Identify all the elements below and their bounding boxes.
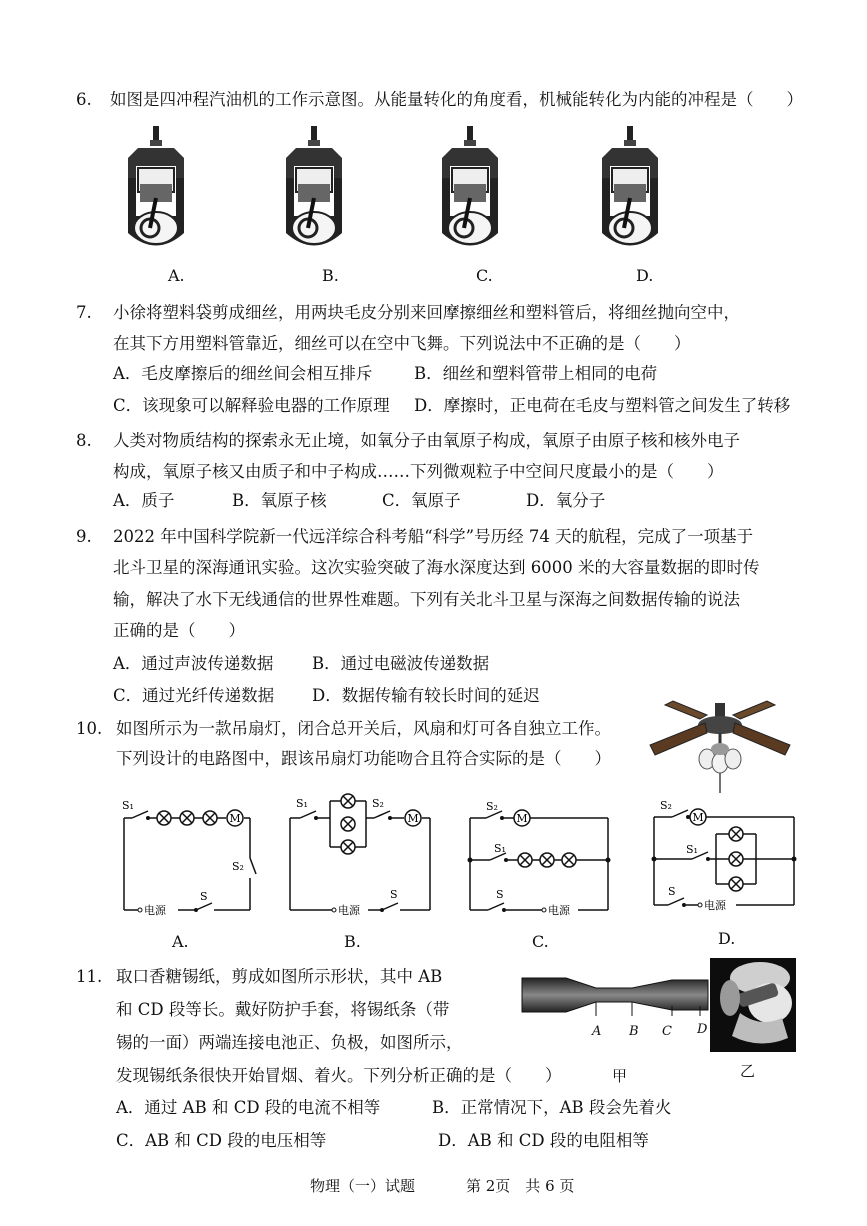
q11-stem-4: 发现锡纸条很快开始冒烟、着火。下列分析正确的是（ ） [116,1066,562,1085]
motor-label: M [229,812,241,825]
point-a-label: A [592,1024,602,1039]
q9-stem-2: 北斗卫星的深海通讯实验。这次实验突破了海水深度达到 6000 米的大容量数据的即时传 [113,558,760,577]
point-c-label: C [662,1024,672,1039]
q8-option-d: D．氧分子 [526,491,606,510]
switch-s-label: S [496,888,504,901]
q8-option-c: C．氧原子 [382,491,461,510]
q9-stem-3: 输，解决了水下无线通信的世界性难题。下列有关北斗卫星与深海之间数据传输的说法 [113,590,740,609]
figure-yi-caption: 乙 [740,1062,756,1080]
q7-option-b: B．细丝和塑料管带上相同的电荷 [414,364,658,383]
switch-s-label: S [200,890,208,903]
power-source-label: 电源 [704,899,726,912]
q10-stem-1: 如图所示为一款吊扇灯，闭合总开关后，风扇和灯可各自独立工作。 [116,719,611,738]
q8-option-a: A．质子 [113,491,175,510]
q8-option-b: B．氧原子核 [232,491,327,510]
switch-s2-label: S₂ [232,860,244,873]
switch-s-label: S [390,888,398,901]
q9-option-c: C．通过光纤传递数据 [113,686,275,705]
point-d-label: D [697,1022,708,1037]
q10-label-b: B. [344,932,361,951]
q6-stem: 如图是四冲程汽油机的工作示意图。从能量转化的角度看，机械能转化为内能的冲程是（ ） [110,90,803,109]
switch-s1-label: S₁ [122,799,134,812]
circuit-d [650,797,800,918]
q9-number: 9. [76,527,92,546]
q7-stem-2: 在其下方用塑料管靠近，细丝可以在空中飞舞。下列说法中不正确的是（ ） [113,334,691,353]
q8-stem-1: 人类对物质结构的探索永无止境，如氧分子由氧原子构成，氧原子由原子核和核外电子 [113,431,740,450]
q11-option-a: A．通过 AB 和 CD 段的电流不相等 [116,1098,381,1117]
tin-foil-strip-figure [522,976,708,1016]
q9-stem-4: 正确的是（ ） [113,621,245,640]
point-b-label: B [629,1024,639,1039]
q11-number: 11. [76,967,103,986]
q10-number: 10. [76,719,103,738]
q8-number: 8. [76,431,92,450]
power-source-label: 电源 [338,904,360,917]
footer-subject: 物理（一）试题 [310,1177,416,1195]
q10-label-d: D. [718,929,736,948]
q7-option-a: A．毛皮摩擦后的细丝间会相互排斥 [113,364,373,383]
circuit-b [286,795,436,918]
q6-label-b: B. [322,266,339,285]
power-source-label: 电源 [548,904,570,917]
q6-label-c: C. [476,266,493,285]
q9-stem-1: 2022 年中国科学院新一代远洋综合科考船“科学”号历经 74 天的航程，完成了一项基于 [113,527,754,546]
switch-s2-label: S₂ [486,800,498,813]
q10-stem-2: 下列设计的电路图中，跟该吊扇灯功能吻合且符合实际的是（ ） [116,749,611,768]
q7-option-d: D．摩擦时，正电荷在毛皮与塑料管之间发生了转移 [414,396,791,415]
q10-label-c: C. [532,932,549,951]
motor-label: M [516,812,528,825]
q7-number: 7. [76,303,92,322]
switch-s1-label: S₁ [686,843,698,856]
q11-stem-3: 锡的一面）两端连接电池正、负极，如图所示， [116,1033,463,1052]
q6-label-a: A. [168,266,185,285]
q6-number: 6. [76,90,92,109]
hand-holding-battery-photo [710,958,796,1052]
engine-figure-d [598,124,662,254]
q8-stem-2: 构成，氧原子核又由质子和中子构成……下列微观粒子中空间尺度最小的是（ ） [113,462,724,481]
q11-stem-1: 取口香糖锡纸，剪成如图所示形状，其中 AB [116,967,443,986]
q6-label-d: D. [636,266,654,285]
motor-label: M [407,812,419,825]
q11-option-b: B．正常情况下，AB 段会先着火 [432,1098,672,1117]
engine-figure-b [282,124,346,254]
q9-option-a: A．通过声波传递数据 [113,654,274,673]
circuit-a [118,800,258,918]
q10-label-a: A. [172,932,189,951]
footer-page-number: 第 2页 共 6 页 [466,1177,575,1195]
q7-stem-1: 小徐将塑料袋剪成细丝，用两块毛皮分别来回摩擦细丝和塑料管后，将细丝抛向空中， [113,303,740,322]
q11-option-c: C．AB 和 CD 段的电压相等 [116,1131,327,1150]
switch-s1-label: S₁ [494,842,506,855]
switch-s2-label: S₂ [372,797,384,810]
q11-stem-2: 和 CD 段等长。戴好防护手套，将锡纸条（带 [116,1000,450,1019]
circuit-c [466,800,614,918]
figure-jia-caption: 甲 [612,1067,628,1085]
switch-s2-label: S₂ [660,799,672,812]
ceiling-fan-photo [645,703,795,798]
engine-figure-c [438,124,502,254]
engine-figure-a [124,124,188,254]
q9-option-d: D．数据传输有较长时间的延迟 [312,686,540,705]
switch-s-label: S [668,885,676,898]
q7-option-c: C．该现象可以解释验电器的工作原理 [113,396,390,415]
power-source-label: 电源 [144,904,166,917]
q11-option-d: D．AB 和 CD 段的电阻相等 [438,1131,649,1150]
switch-s1-label: S₁ [296,797,308,810]
motor-label: M [692,811,704,824]
q9-option-b: B．通过电磁波传递数据 [312,654,490,673]
